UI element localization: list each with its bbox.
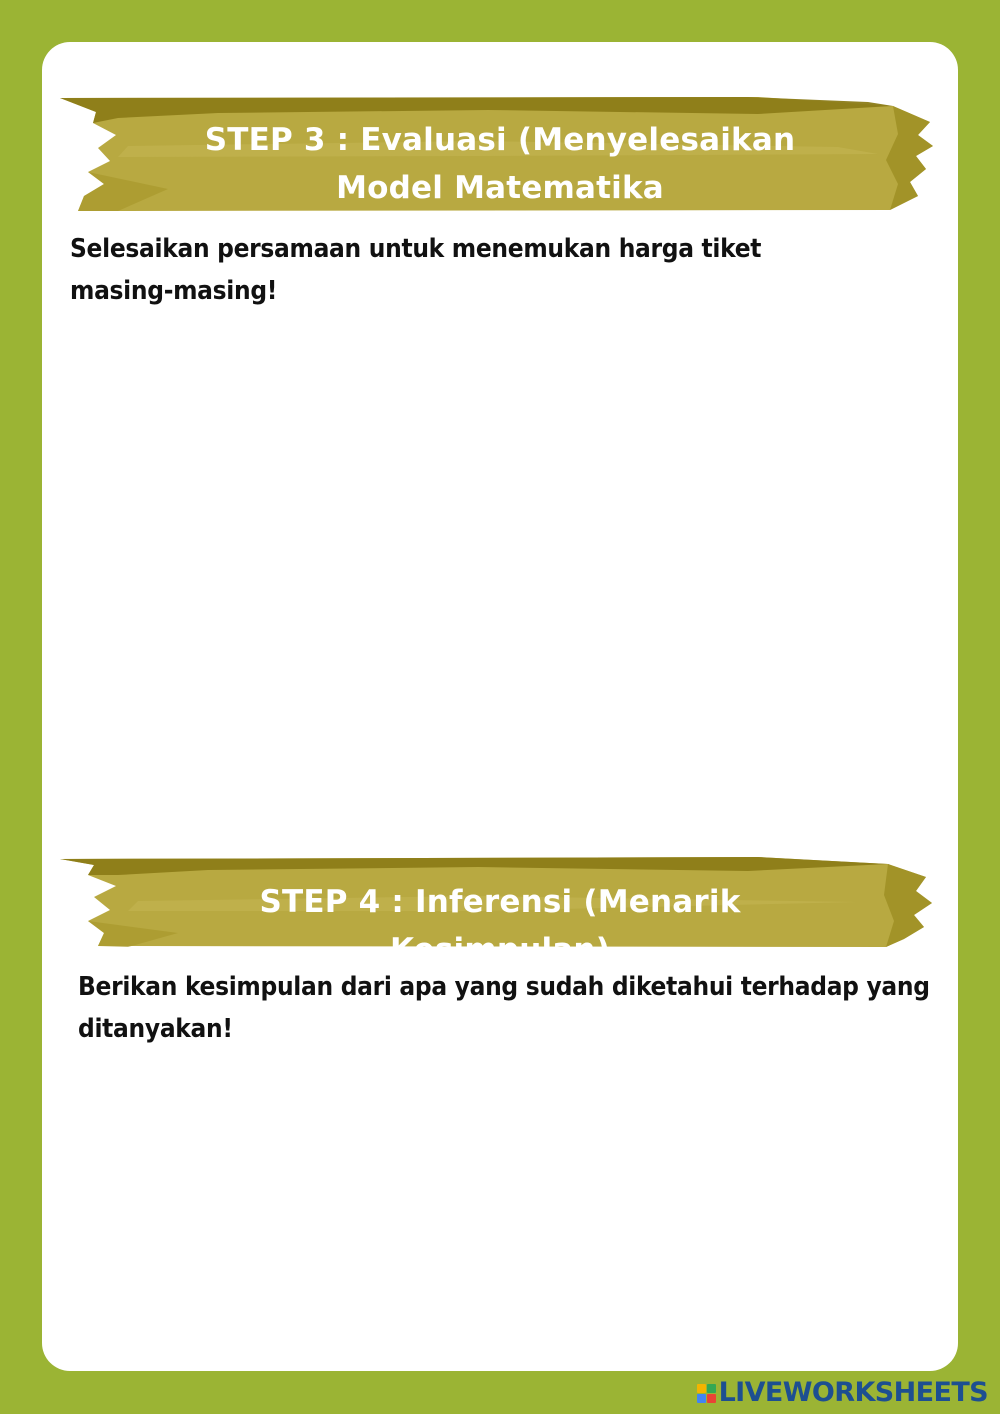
step4-answer-area[interactable] bbox=[78, 1052, 928, 1342]
step3-answer-area[interactable] bbox=[70, 312, 930, 812]
step3-instruction: Selesaikan persamaan untuk menemukan harga tiket masing-masing! bbox=[70, 234, 762, 306]
liveworksheets-logo-icon bbox=[697, 1384, 716, 1403]
liveworksheets-brand[interactable] bbox=[697, 1378, 988, 1408]
liveworksheets-brand-text: LIVEWORKSHEETS bbox=[718, 1377, 988, 1408]
step3-title: STEP 3 : Evaluasi (Menyelesaikan Model Matematika bbox=[204, 122, 796, 206]
worksheet-card bbox=[42, 42, 958, 1371]
step4-instruction: Berikan kesimpulan dari apa yang sudah diketahui terhadap yang ditanyakan! bbox=[78, 972, 930, 1044]
step4-title: STEP 4 : Inferensi (Menarik Kesimpulan) bbox=[259, 884, 741, 968]
